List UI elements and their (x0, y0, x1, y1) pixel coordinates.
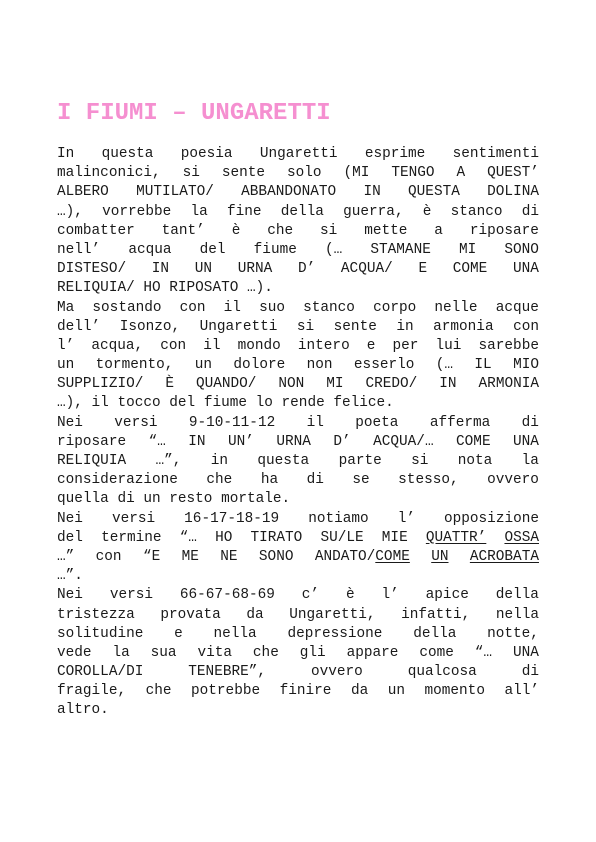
word: stanco (303, 299, 355, 316)
word: opposizione (444, 510, 539, 527)
word: da (246, 606, 264, 623)
word: D’ (333, 433, 351, 450)
word: stesso, (398, 472, 459, 489)
word: e (366, 337, 376, 354)
word: IL (474, 357, 492, 374)
word: l’ (57, 337, 75, 354)
word: Ungaretti (199, 318, 278, 335)
text-line (57, 682, 539, 701)
word: …”. (57, 568, 83, 585)
word: se (352, 472, 370, 489)
text-line (57, 586, 539, 605)
word: un (57, 357, 75, 374)
text-line (57, 490, 539, 509)
word: è (422, 203, 432, 220)
text-line (57, 644, 539, 663)
word: della (413, 625, 457, 642)
text-line (57, 452, 539, 471)
word: è (345, 587, 355, 604)
word: all’ (504, 683, 539, 700)
word: di (117, 491, 135, 508)
word: versi (111, 510, 156, 527)
word: la (521, 453, 539, 469)
word: SONO (258, 548, 294, 565)
word: SUPPLIZIO/ (57, 376, 144, 393)
word: si (411, 453, 429, 469)
word: Ungaretti (259, 146, 338, 162)
word: riposare (57, 433, 127, 450)
word: sente (333, 318, 377, 335)
word: che (252, 644, 279, 661)
word: IN (151, 261, 170, 278)
word: questa (257, 453, 310, 469)
word: gli (299, 644, 326, 661)
word: UNA (513, 433, 539, 450)
text-line (57, 567, 539, 586)
word: rende (281, 395, 325, 412)
text-line (57, 222, 539, 241)
word: depressione (287, 625, 383, 642)
word: sentimenti (452, 146, 539, 162)
word: ANDATO/COME (314, 548, 410, 565)
word: stanco (450, 203, 503, 220)
word: per (392, 337, 419, 354)
word: (… (435, 357, 454, 374)
word: …” (57, 548, 75, 565)
word: ACQUA/… (373, 433, 434, 450)
word: nella (213, 625, 257, 642)
word: IN (439, 376, 457, 393)
word: TENEBRE”, (188, 664, 267, 681)
word: solitudine (57, 625, 144, 642)
word: ovvero (487, 472, 539, 489)
text-line (57, 279, 539, 298)
word: 9-10-11-12 (188, 414, 276, 431)
word: di (521, 664, 539, 681)
word: tocco (117, 395, 161, 412)
word: apice (425, 587, 469, 604)
word: acqua, (91, 337, 144, 354)
text-line (57, 606, 539, 625)
word: Ma (57, 299, 75, 316)
word: 16-17-18-19 (184, 510, 280, 527)
word: ha (260, 472, 279, 489)
text-line (57, 356, 539, 375)
word: UNA (512, 644, 539, 661)
word: il (223, 299, 241, 316)
word: 66-67-68-69 (179, 587, 275, 604)
word: fragile, (57, 683, 127, 700)
word: il (91, 395, 109, 412)
word: considerazione (57, 472, 178, 489)
word: versi (109, 587, 153, 604)
word: del (169, 395, 196, 412)
word: QUANDO/ (195, 376, 257, 393)
word: dolore (233, 357, 286, 374)
text-line (57, 203, 539, 222)
word: MUTILATO/ (136, 184, 214, 201)
word: afferma (429, 414, 491, 431)
word: NE (220, 548, 238, 565)
word: con (160, 337, 187, 354)
word: vita (197, 644, 233, 661)
word: HO (143, 280, 161, 297)
word: si (182, 165, 200, 182)
word: in (210, 453, 229, 469)
word: la (190, 203, 208, 220)
word: UN’ (228, 433, 254, 450)
word: Isonzo, (119, 318, 181, 335)
word: DISTESO/ (57, 261, 127, 278)
word: URNA (237, 261, 273, 278)
word: “… (179, 529, 197, 546)
word: mette (364, 222, 408, 239)
word: un (194, 357, 213, 374)
word: e (174, 625, 183, 642)
word: della (280, 203, 324, 220)
word: qualcosa (407, 664, 477, 681)
word: nell’ (57, 241, 101, 258)
word: di (521, 414, 539, 431)
word: SU/LE (320, 529, 364, 546)
word: QUATTR’ (425, 529, 487, 546)
word: dell’ (57, 318, 101, 335)
word: come (419, 644, 454, 661)
word: poeta (355, 414, 399, 431)
word: solo (286, 165, 322, 182)
word: …). (246, 280, 273, 297)
word: lui (435, 337, 462, 354)
word: la (112, 644, 130, 661)
word: TIRATO (250, 529, 303, 546)
word: QUESTA (408, 184, 460, 201)
text-line (57, 375, 539, 394)
word: NON (278, 376, 305, 393)
word: sostando (92, 299, 162, 316)
word: SONO (504, 241, 539, 258)
word: termine (101, 529, 162, 546)
word: RIPOSATO (169, 280, 239, 297)
word: che (145, 683, 172, 700)
word: non (306, 357, 333, 374)
text-line (57, 663, 539, 682)
word: TENGO (391, 165, 435, 182)
word: “… (148, 433, 166, 450)
word: versi (114, 414, 158, 431)
word: malinconici, (57, 165, 161, 182)
word: QUEST’ (487, 165, 539, 182)
word: in (396, 318, 414, 335)
word: sente (221, 165, 266, 182)
word: a (434, 222, 443, 239)
word: felice. (333, 395, 394, 412)
word: È (165, 376, 174, 393)
word: della (495, 587, 539, 604)
word: Nei (57, 414, 83, 431)
word: il (203, 337, 221, 354)
word: “… (474, 644, 493, 661)
word: COME (456, 433, 491, 450)
word: che (206, 472, 233, 489)
word: con (513, 318, 539, 335)
word: (… (324, 241, 343, 258)
word: ACROBATA (469, 548, 539, 565)
word: si (320, 222, 338, 239)
word: In (57, 146, 75, 162)
word: corpo (373, 299, 417, 316)
text-line (57, 337, 539, 356)
word: ME (181, 548, 199, 565)
word: il (306, 414, 324, 431)
word: sarebbe (478, 337, 539, 354)
word: COME (452, 261, 488, 278)
word: di (306, 472, 324, 489)
word: tristezza (57, 606, 135, 623)
word: tant’ (161, 222, 205, 239)
text-line (57, 414, 539, 433)
word: poesia (180, 146, 233, 162)
word: con (179, 299, 206, 316)
word: che (267, 222, 294, 239)
word: provata (160, 606, 221, 623)
word: ACQUA/ (340, 261, 393, 278)
text-line (57, 471, 539, 490)
text-line (57, 145, 539, 164)
word: intero (297, 337, 350, 354)
word: vorrebbe (102, 203, 172, 220)
word: infatti, (401, 606, 471, 623)
word: esserlo (353, 357, 415, 374)
word: nella (495, 606, 539, 623)
word: guerra, (343, 203, 404, 220)
text-line (57, 510, 539, 529)
word: CREDO/ (365, 376, 418, 393)
word: con (95, 548, 122, 565)
word: momento (424, 683, 485, 700)
word: fiume (253, 241, 297, 258)
page-title: I FIUMI – UNGARETTI (57, 100, 331, 127)
word: di (521, 203, 539, 220)
word: notiamo (308, 510, 369, 527)
body-text (57, 145, 539, 721)
text-line (57, 394, 539, 413)
text-line (57, 529, 539, 548)
word: “E (142, 548, 161, 565)
word: (MI (343, 165, 370, 182)
word: MIO (513, 357, 539, 374)
word: URNA (276, 433, 311, 450)
word: del (57, 529, 83, 546)
word: OSSA (504, 529, 539, 546)
word: RELIQUIA (57, 453, 127, 469)
word: fine (226, 203, 262, 220)
text-line (57, 164, 539, 183)
word: …”, (155, 453, 182, 469)
word: c’ (301, 587, 320, 604)
word: finire (279, 683, 332, 700)
word: è (231, 222, 241, 239)
word: resto (169, 491, 213, 508)
word: IN (363, 184, 381, 201)
word: RELIQUIA/ (57, 280, 135, 297)
text-line (57, 299, 539, 318)
word: appare (346, 644, 399, 661)
word: IN (188, 433, 206, 450)
word: ovvero (310, 664, 363, 681)
word: potrebbe (191, 683, 261, 700)
word: acqua (128, 241, 172, 258)
word: altro. (57, 702, 109, 719)
word: UN (431, 548, 449, 565)
word: …), (57, 395, 83, 412)
word: quella (57, 491, 109, 508)
word: armonia (433, 318, 494, 335)
word: lo (255, 395, 273, 412)
word: COROLLA/DI (57, 664, 144, 681)
word: DOLINA (487, 184, 539, 201)
word: vede (57, 644, 92, 661)
word: un (387, 683, 405, 700)
word: ARMONIA (478, 376, 539, 393)
word: l’ (381, 587, 399, 604)
word: mortale. (221, 491, 291, 508)
text-line (57, 260, 539, 279)
word: combatter (57, 222, 135, 239)
word: acque (495, 299, 539, 316)
word: Ungaretti, (289, 606, 376, 623)
word: tormento, (95, 357, 174, 374)
word: …), (57, 203, 83, 220)
word: MI (326, 376, 344, 393)
word: ABBANDONATO (241, 184, 337, 201)
word: suo (259, 299, 285, 316)
word: notte, (487, 625, 539, 642)
word: mondo (237, 337, 281, 354)
word: ALBERO (57, 184, 109, 201)
text-line (57, 625, 539, 644)
word: parte (338, 453, 382, 469)
word: nelle (434, 299, 478, 316)
text-line (57, 183, 539, 202)
word: riposare (469, 222, 539, 239)
word: da (350, 683, 369, 700)
word: MIE (381, 529, 408, 546)
word: MI (458, 241, 477, 258)
text-line (57, 241, 539, 260)
word: nota (457, 453, 493, 469)
text-line (57, 318, 539, 337)
text-line (57, 433, 539, 452)
word: STAMANE (370, 241, 431, 258)
word: fiume (203, 395, 247, 412)
word: UN (194, 261, 213, 278)
word: UNA (513, 261, 539, 278)
word: del (199, 241, 226, 258)
word: Nei (57, 587, 83, 604)
word: sua (150, 644, 177, 661)
word: D’ (297, 261, 316, 278)
word: Nei (57, 510, 83, 527)
word: un (143, 491, 161, 508)
text-line (57, 548, 539, 567)
word: l’ (397, 510, 415, 527)
word: HO (215, 529, 233, 546)
word: A (456, 165, 466, 182)
text-line (57, 701, 539, 720)
word: si (296, 318, 315, 335)
word: questa (101, 146, 154, 162)
word: E (418, 261, 428, 278)
word: esprime (364, 146, 426, 162)
